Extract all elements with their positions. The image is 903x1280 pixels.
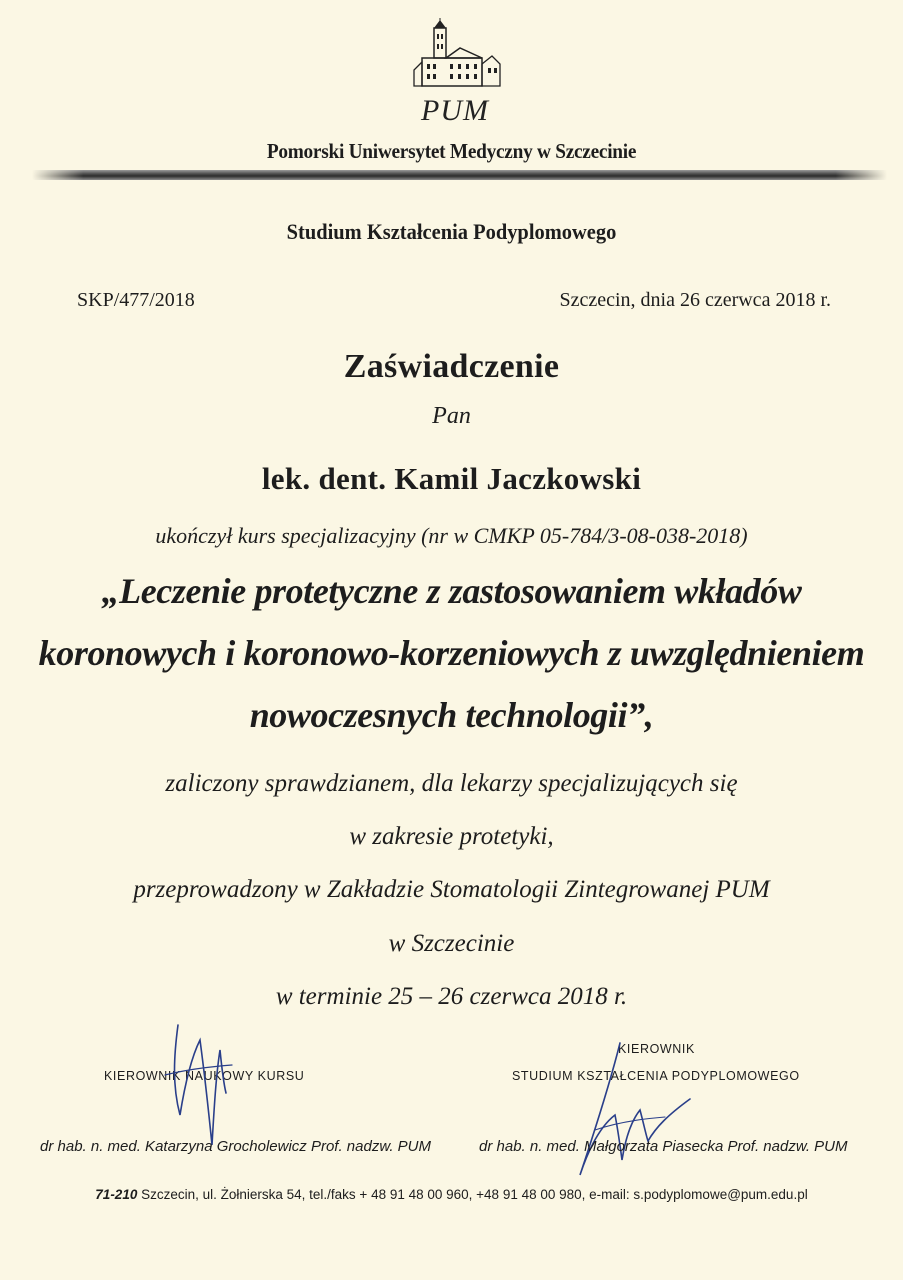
university-name: Pomorski Uniwersytet Medyczny w Szczecinie: [266, 139, 637, 163]
body-line: w zakresie protetyki,: [349, 823, 554, 850]
left-signer-role: KIEROWNIK NAUKOWY KURSU: [104, 1069, 305, 1083]
university-logo: [400, 18, 510, 128]
body-line: w terminie 25 – 26 czerwca 2018 r.: [275, 983, 628, 1010]
reference-number: SKP/477/2018: [77, 289, 195, 311]
body-line: w Szczecinie: [388, 930, 515, 957]
left-signer-name: dr hab. n. med. Katarzyna Grocholewicz Prof. nadzw. PUM: [40, 1138, 432, 1155]
unit-name: Studium Kształcenia Podyplomowego: [286, 219, 617, 244]
recipient-name: lek. dent. Kamil Jaczkowski: [261, 461, 642, 496]
right-signature: [560, 1035, 710, 1185]
course-title-line: „Leczenie protetyczne z zastosowaniem wkładów: [101, 571, 802, 611]
right-signer-role-line2: STUDIUM KSZTAŁCENIA PODYPLOMOWEGO: [512, 1069, 800, 1083]
body-line: przeprowadzony w Zakładzie Stomatologii Zintegrowanej PUM: [133, 876, 770, 903]
footer-zip: 71-210: [95, 1187, 138, 1202]
right-signer-role-line1: KIEROWNIK: [618, 1042, 695, 1056]
course-title-line: koronowych i koronowo-korzeniowych z uwzględnieniem: [38, 633, 865, 673]
footer-address: [0, 1187, 903, 1202]
document-title: Zaświadczenie: [343, 348, 560, 385]
salutation: Pan: [432, 403, 471, 429]
university-tower-logo-icon: [400, 18, 510, 103]
right-signer-name: dr hab. n. med. Małgorzata Piasecka Prof. nadzw. PUM: [479, 1138, 848, 1155]
logo-text: PUM: [421, 94, 489, 127]
completion-statement: ukończył kurs specjalizacyjny (nr w CMKP 05-784/3-08-038-2018): [155, 523, 748, 548]
course-title-line: nowoczesnych technologii”,: [249, 695, 654, 735]
footer-address-text: Szczecin, ul. Żołnierska 54, tel./faks + 48 91 48 00 960, +48 91 48 00 980, e-mail: s.podyplomowe@pum.edu.pl: [137, 1187, 808, 1202]
place-date: Szczecin, dnia 26 czerwca 2018 r.: [559, 289, 831, 311]
header-divider: [32, 170, 887, 180]
body-line: zaliczony sprawdzianem, dla lekarzy specjalizujących się: [165, 770, 738, 797]
left-signature: [160, 1015, 250, 1155]
